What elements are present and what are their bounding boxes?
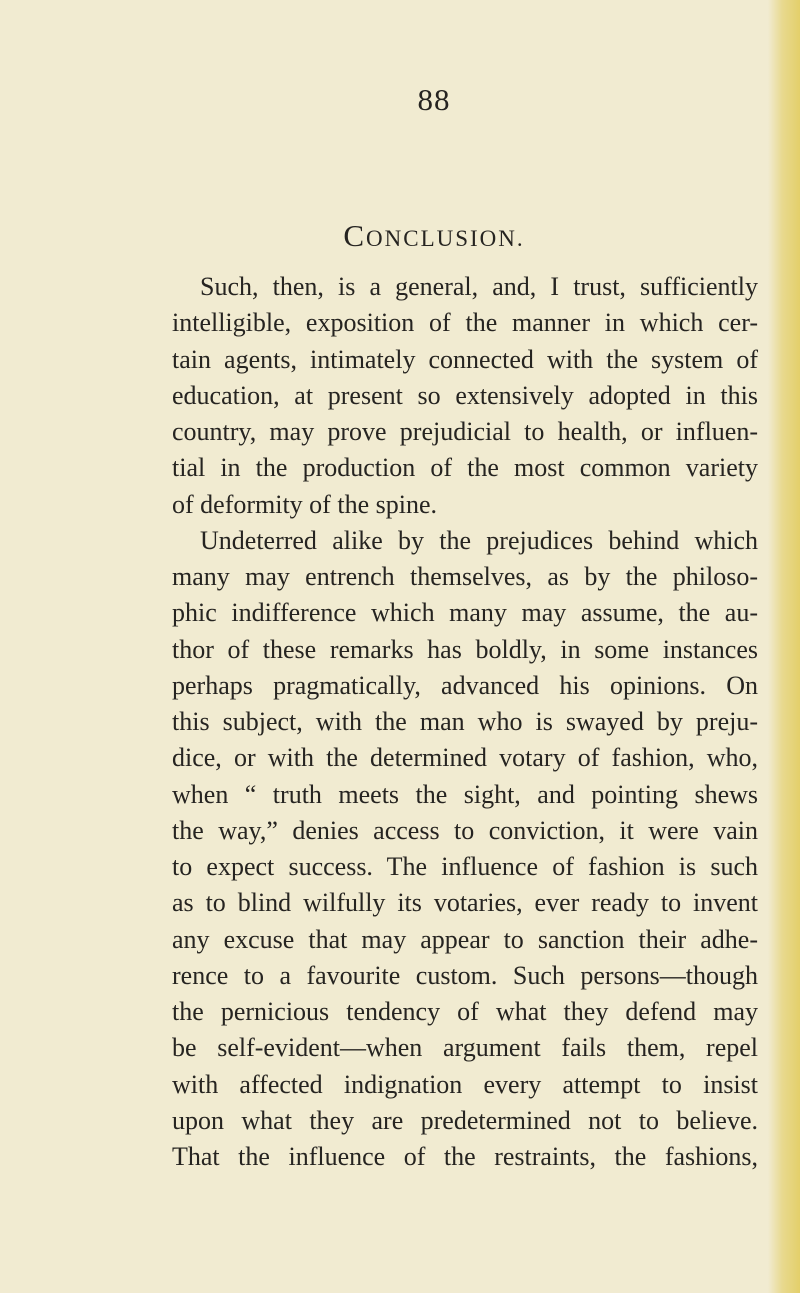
heading-small-caps: ONCLUSION. bbox=[366, 226, 525, 251]
text-line: Undeterred alike by the prejudices behind which bbox=[200, 525, 758, 555]
body-text bbox=[172, 269, 758, 1175]
text-line: intelligible, exposition of the manner in which cer- bbox=[172, 308, 758, 338]
text-line: upon what they are predetermined not to believe. bbox=[172, 1105, 758, 1135]
text-line: That the influence of the restraints, the fashions, bbox=[172, 1142, 758, 1171]
heading-initial: C bbox=[343, 218, 367, 253]
text-line: any excuse that may appear to sanction their adhe- bbox=[172, 924, 758, 954]
page-edge-discoloration bbox=[768, 0, 800, 1293]
text-line: dice, or with the determined votary of fashion, who, bbox=[172, 743, 758, 773]
text-line: with affected indignation every attempt to insist bbox=[172, 1069, 758, 1099]
section-heading bbox=[0, 218, 800, 254]
text-line: perhaps pragmatically, advanced his opinions. On bbox=[172, 670, 758, 700]
page-number: 88 bbox=[417, 82, 451, 117]
text-line: of deformity of the spine. bbox=[172, 489, 437, 519]
text-line: to expect success. The influence of fashion is such bbox=[172, 852, 758, 881]
text-line: country, may prove prejudicial to health, or influen- bbox=[172, 417, 758, 446]
text-line: as to blind wilfully its votaries, ever ready to invent bbox=[172, 888, 758, 918]
text-line: the pernicious tendency of what they defend may bbox=[172, 997, 758, 1026]
text-line: when “ truth meets the sight, and pointing shews bbox=[172, 779, 758, 809]
text-line: tain agents, intimately connected with the system of bbox=[172, 344, 758, 374]
text-line: tial in the production of the most common variety bbox=[172, 453, 758, 483]
text-line: this subject, with the man who is swayed by preju- bbox=[172, 707, 758, 736]
text-line: phic indifference which many may assume, the au- bbox=[172, 598, 758, 628]
text-line: many may entrench themselves, as by the philoso- bbox=[172, 562, 758, 591]
text-line: rence to a favourite custom. Such persons—though bbox=[172, 960, 758, 990]
text-line: the way,” denies access to conviction, it were vain bbox=[172, 815, 758, 845]
text-line: be self-evident—when argument fails them, repel bbox=[172, 1033, 758, 1063]
text-line: thor of these remarks has boldly, in some instances bbox=[172, 634, 758, 664]
text-line: Such, then, is a general, and, I trust, sufficiently bbox=[200, 272, 758, 301]
text-line: education, at present so extensively adopted in this bbox=[172, 380, 758, 410]
